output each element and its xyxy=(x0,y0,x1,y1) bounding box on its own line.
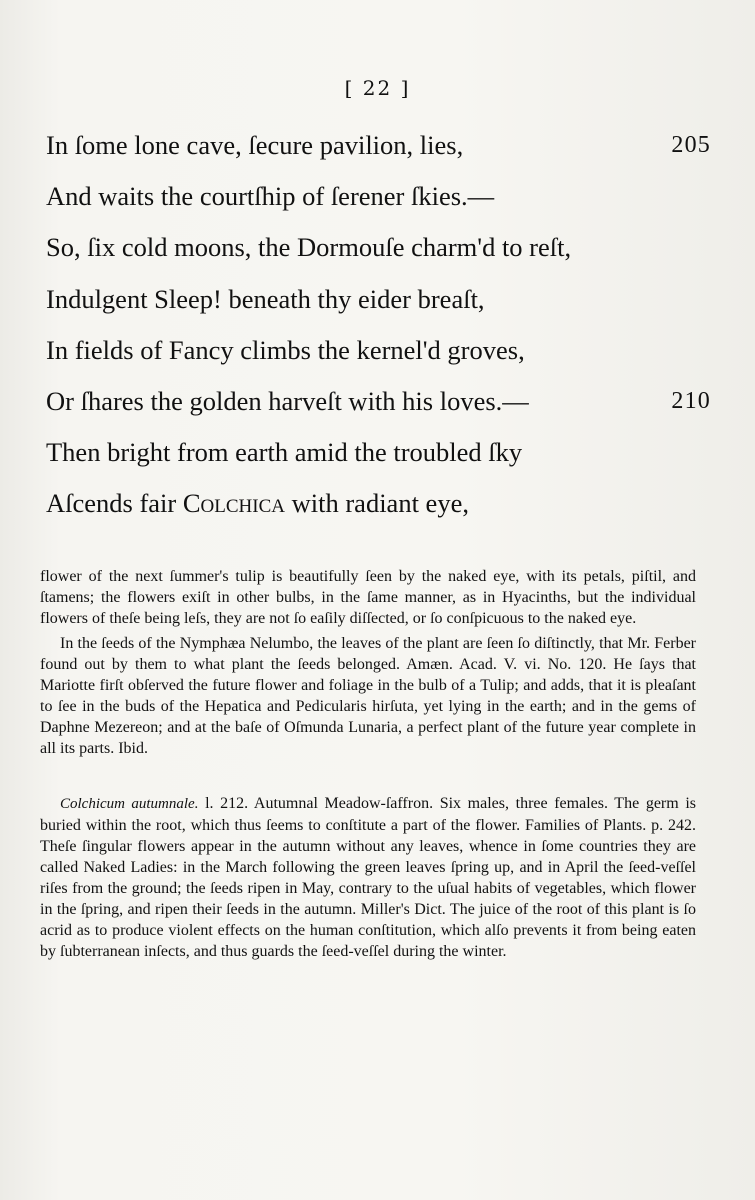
verse-text: In fields of Fancy climbs the kernel'd groves, xyxy=(46,334,525,365)
poem-stanza xyxy=(46,125,711,535)
footnote-nymphaea: In the ſeeds of the Nymphæa Nelumbo, the leaves of the plant are ſeen ſo diſtinctly, that Mr. Ferber found out by them to what plant the ſeeds belonged. Amæn. Acad. V. vi. No. 120. He ſays that Mariotte firſt obſerved the future flower and foliage in the bulb of a Tulip; and adds, that it is pleaſant to ſee in the buds of the Hepatica and Pedicularis hirſuta, yet lying in the earth; and in the gems of Daphne Mezereon; and at the baſe of Oſmunda Lunaria, a perfect plant of the future year complete in all its parts. Ibid. xyxy=(40,635,696,757)
verse-line xyxy=(46,227,711,278)
colchica-small-caps: Colchica xyxy=(182,488,285,519)
page-number: [ 22 ] xyxy=(344,76,411,100)
verse-text xyxy=(46,483,469,523)
footnote-term: Colchicum autumnale. xyxy=(60,796,199,812)
verse-text: And waits the courtſhip of ſerener ſkies.— xyxy=(46,181,495,212)
verse-line xyxy=(46,176,711,227)
footnote-continuation: flower of the next ſummer's tulip is beautifully ſeen by the naked eye, with its petals, piſtil, and ſtamens; the flowers exiſt in other bulbs, in the ſame manner, as in Hyacinths, but the individual flowers of theſe being leſs, they are not ſo eaſily diſſected, or ſo conſpicuous to the naked eye. xyxy=(40,568,696,627)
verse-text-before: Aſcends fair xyxy=(46,488,183,519)
verse-line xyxy=(46,330,711,381)
verse-line xyxy=(46,381,711,432)
verse-line xyxy=(46,279,711,330)
verse-line xyxy=(46,432,711,483)
verse-text-after: with radiant eye, xyxy=(285,488,469,519)
verse-line xyxy=(46,125,711,176)
verse-text: So, ſix cold moons, the Dormouſe charm'd to reſt, xyxy=(46,232,572,263)
footnote-colchicum xyxy=(40,793,696,962)
verse-text: In ſome lone cave, ſecure pavilion, lies, xyxy=(46,130,464,160)
line-number: 205 xyxy=(671,132,711,158)
footnote-body: l. 212. Autumnal Meadow-ſaffron. Six males, three females. The germ is buried within the root, which thus ſeems to conſtitute a part of the flower. Families of Plants. p. 242. Theſe ſingular flowers appear in the autumn without any leaves, whence in ſome countries they are called Naked Ladies: in the March following the green leaves ſpring up, and in April the ſeed-veſſel riſes from the ground; the ſeeds ripen in May, contrary to the uſual habits of vegetables, which flower in the ſpring, and ripen their ſeeds in the autumn. Miller's Dict. The juice of the root of this plant is ſo acrid as to produce violent effects on the human conſtitution, which alſo prevents it from being eaten by ſubterranean inſects, and thus guards the ſeed-veſſel during the winter. xyxy=(40,795,696,960)
line-number: 210 xyxy=(671,387,711,414)
verse-line xyxy=(46,483,711,534)
footnotes xyxy=(40,566,696,962)
verse-text: Indulgent Sleep! beneath thy eider breaſt, xyxy=(46,283,485,314)
verse-text: Then bright from earth amid the troubled ſky xyxy=(46,437,523,468)
verse-text: Or ſhares the golden harveſt with his loves.— xyxy=(46,385,529,416)
